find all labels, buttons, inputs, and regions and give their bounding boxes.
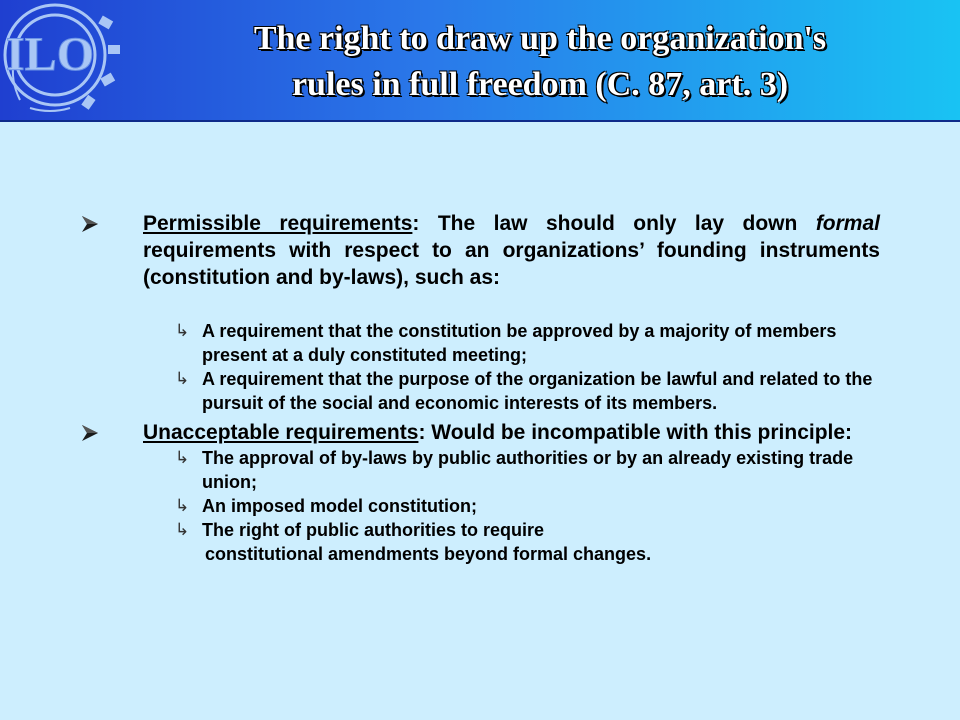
permissible-heading: Permissible requirements xyxy=(143,212,413,235)
arrowhead-bullet-icon xyxy=(80,423,100,443)
sub-item-text: A requirement that the constitution be approved by a majority of members present at a duly constituted meeting; xyxy=(202,321,837,365)
slide-content xyxy=(80,210,880,566)
sub-arrow-icon: ↳ xyxy=(175,520,190,539)
unacceptable-heading: Unacceptable requirements xyxy=(143,421,419,444)
sub-arrow-icon: ↳ xyxy=(175,369,190,388)
sub-item-unacceptable-1 xyxy=(80,446,880,494)
permissible-italic: formal xyxy=(815,212,880,235)
sub-item-text: An imposed model constitution; xyxy=(202,496,477,516)
page-title xyxy=(130,16,950,108)
sub-item-unacceptable-3 xyxy=(80,518,880,542)
sub-arrow-icon: ↳ xyxy=(175,448,190,467)
sub-item-text: The right of public authorities to require xyxy=(202,520,545,540)
bullet-unacceptable xyxy=(80,419,880,446)
arrowhead-bullet-icon xyxy=(80,214,100,234)
sub-item-text: A requirement that the purpose of the organization be lawful and related to the pursuit of the social and economic interests of its members. xyxy=(202,369,873,413)
sub-item-unacceptable-2 xyxy=(80,494,880,518)
slide-header xyxy=(0,0,960,122)
sub-item-permissible-1 xyxy=(80,319,880,367)
sub-item-text: The approval of by-laws by public authorities or by an already existing trade union; xyxy=(202,448,854,492)
permissible-text-a: : The law should only lay down xyxy=(412,212,816,235)
ilo-logo xyxy=(0,0,122,118)
title-line-2: rules in full freedom (C. 87, art. 3) xyxy=(291,66,789,103)
bullet-permissible xyxy=(80,210,880,291)
logo-text: ILO xyxy=(6,28,95,81)
sub-arrow-icon: ↳ xyxy=(175,321,190,340)
sub-item-continuation: constitutional amendments beyond formal changes. xyxy=(205,544,652,564)
title-line-1: The right to draw up the organization's xyxy=(253,20,827,57)
unacceptable-text: : Would be incompatible with this principle: xyxy=(418,421,853,444)
permissible-text-b: requirements with respect to an organizations’ founding instruments (constitution and by-laws), such as: xyxy=(143,239,880,289)
sub-arrow-icon: ↳ xyxy=(175,496,190,515)
sub-item-permissible-2 xyxy=(80,367,880,415)
